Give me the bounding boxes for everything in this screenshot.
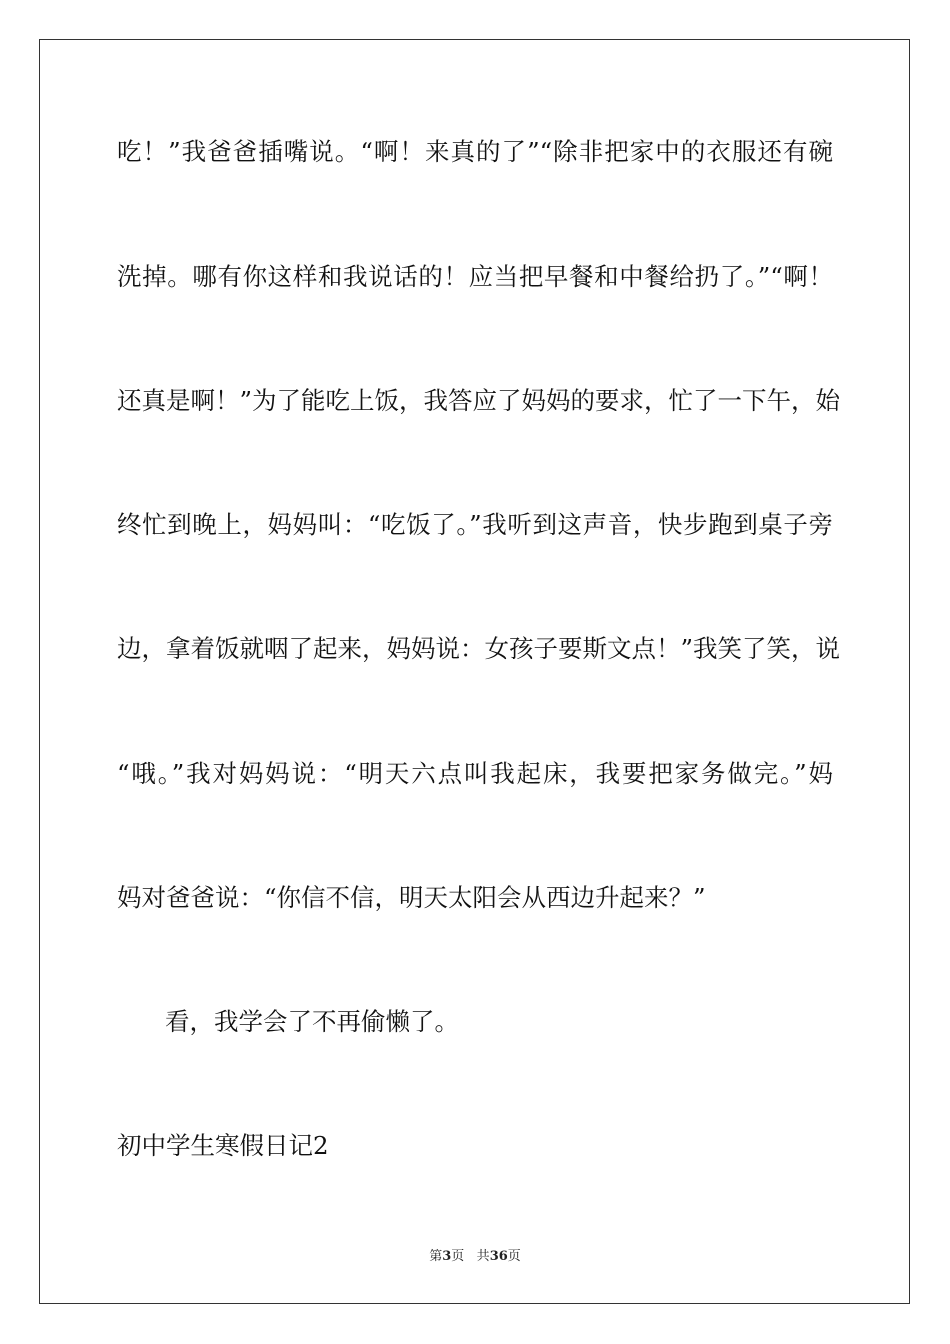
total-prefix: 共 xyxy=(476,1249,490,1264)
body-line-5: 边，拿着饭就咽了起来，妈妈说：女孩子要斯文点！”我笑了笑，说 xyxy=(117,634,841,663)
body-line-7: 妈对爸爸说：“你信不信，明天太阳会从西边升起来？” xyxy=(117,883,706,912)
page-footer xyxy=(0,1248,950,1266)
page-prefix: 第 xyxy=(429,1249,443,1264)
body-line-6: “哦。”我对妈妈说：“明天六点叫我起床，我要把家务做完。”妈 xyxy=(117,759,833,788)
total-suffix: 页 xyxy=(507,1249,521,1264)
page-border xyxy=(39,39,910,1304)
total-pages: 36 xyxy=(489,1249,508,1264)
body-line-1: 吃！”我爸爸插嘴说。“啊！来真的了”“除非把家中的衣服还有碗 xyxy=(117,137,833,166)
page-number: 3 xyxy=(442,1249,452,1264)
body-line-2: 洗掉。哪有你这样和我说话的！应当把早餐和中餐给扔了。”“啊！ xyxy=(117,262,833,291)
next-entry-heading: 初中学生寒假日记2 xyxy=(117,1131,329,1160)
body-line-4: 终忙到晚上，妈妈叫：“吃饭了。”我听到这声音，快步跑到桌子旁 xyxy=(117,510,833,539)
body-line-3: 还真是啊！”为了能吃上饭，我答应了妈妈的要求，忙了一下午，始 xyxy=(117,386,841,415)
closing-paragraph: 看，我学会了不再偷懒了。 xyxy=(165,1007,459,1036)
page-suffix: 页 xyxy=(451,1249,465,1264)
